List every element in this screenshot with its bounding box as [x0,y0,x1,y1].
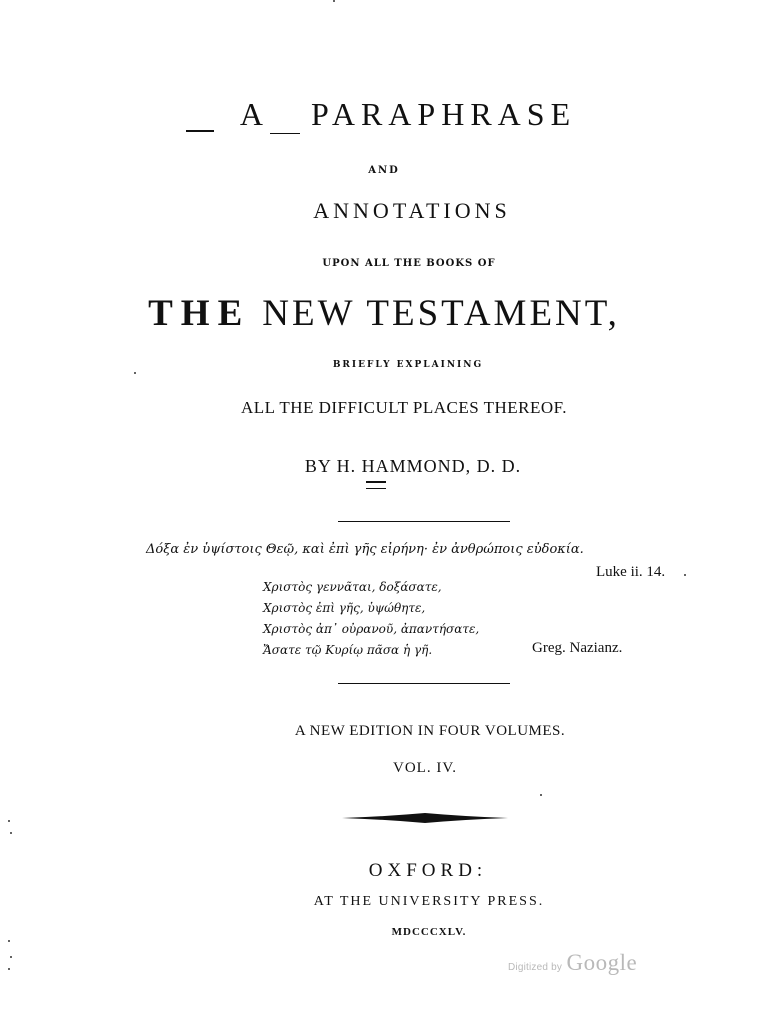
title-line-a-paraphrase [0,96,768,133]
author-underline-mark-2 [366,488,386,489]
print-speck [10,956,12,958]
digitization-watermark [508,950,637,976]
author-underline-mark [366,481,386,483]
author-line: BY H. HAMMOND, D. D. [304,456,522,476]
epigraph-luke-greek: Δόξα ἐν ὑψίστοις Θεῷ, καὶ ἐπὶ γῆς εἰρήνη· ἐν ἀνθρώποις εὐδοκία. [146,542,584,557]
title-difficult-places: ALL THE DIFFICULT PLACES THEREOF. [240,398,568,417]
imprint-press: AT THE UNIVERSITY PRESS. [313,894,545,909]
epigraph-verse-line: Χριστὸς ἐπὶ γῆς, ὑψώθητε, [263,601,426,615]
divider-rule-top [338,521,510,522]
title-briefly-explaining: BRIEFLY EXPLAINING [332,360,484,370]
epigraph-verse-line: Χριστὸς γεννᾶται, δοξάσατε, [263,580,442,594]
print-speck [540,794,542,796]
divider-rule-bottom [338,683,510,684]
title-underline-mark [186,130,214,132]
title-annotations: ANNOTATIONS [313,198,511,223]
epigraph-verse-line: Ἄσατε τῷ Κυρίῳ πᾶσα ἡ γῆ. [263,643,433,657]
title-and: AND [368,165,400,176]
print-speck [684,574,686,576]
watermark-brand-logo: Google [566,950,638,975]
print-speck [333,0,335,2]
epigraph-gregory-citation: Greg. Nazianz. [532,640,623,656]
title-new-testament [0,292,768,335]
imprint-year: MDCCCXLV. [391,926,467,938]
watermark-prefix: Digitized by [508,962,563,973]
title-article: A [239,96,269,132]
title-the: THE [148,293,251,334]
title-paraphrase: PARAPHRASE [310,96,577,132]
imprint-city: OXFORD: [368,860,488,881]
print-speck [8,940,10,942]
print-speck [8,968,10,970]
title-upon-all-books: UPON ALL THE BOOKS OF [322,258,496,269]
epigraph-luke-citation: Luke ii. 14. [596,564,666,580]
print-speck [10,832,12,834]
edition-line: A NEW EDITION IN FOUR VOLUMES. [294,723,566,739]
print-speck [134,372,136,374]
title-underline-mark-p [270,133,300,134]
print-speck [8,820,10,822]
epigraph-verse-line: Χριστὸς ἀπ᾽ οὐρανοῦ, ἀπαντήσατε, [263,622,480,636]
title-new-testament-text: NEW TESTAMENT, [262,293,620,334]
volume-line: VOL. IV. [393,760,457,776]
ornament-rule-icon [340,810,510,826]
